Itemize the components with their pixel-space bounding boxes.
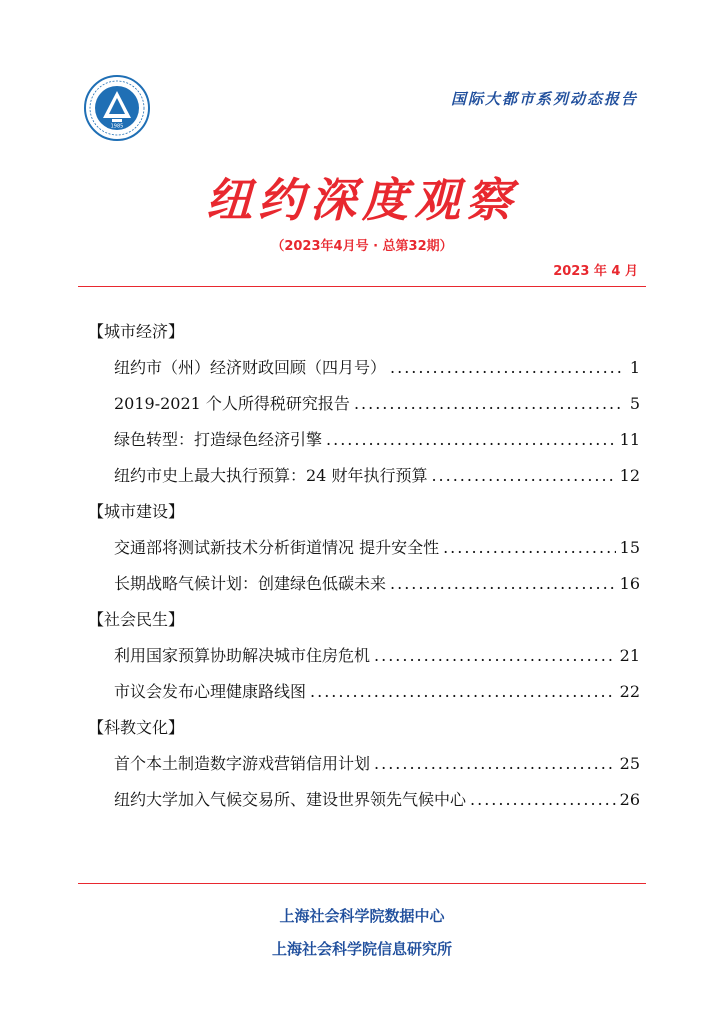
toc-entry-page: 21 <box>619 646 640 665</box>
toc-entry-page: 1 <box>629 358 640 377</box>
top-divider <box>78 286 646 287</box>
toc-section-heading: 【城市建设】 <box>88 502 185 521</box>
institute-name: 上海社会科学院信息研究所 <box>271 940 452 958</box>
toc-entry[interactable] <box>114 466 640 502</box>
toc-entry-page: 11 <box>619 430 640 449</box>
toc-entry-page: 16 <box>619 574 640 593</box>
toc-leader-dots <box>390 358 624 378</box>
publisher-name: 上海社会科学院数据中心 <box>279 907 445 925</box>
toc-entry[interactable] <box>114 574 640 610</box>
toc-leader-dots <box>470 790 616 810</box>
toc-entry-title: 长期战略气候计划：创建绿色低碳未来 <box>114 574 387 593</box>
page-title: 纽约深度观察 <box>206 173 518 227</box>
toc-entry[interactable] <box>114 358 640 394</box>
issue-number: （2023年4月号 · 总第32期） <box>271 239 453 254</box>
toc-entry[interactable] <box>114 646 640 682</box>
toc-entry-title: 纽约市史上最大执行预算：24 财年执行预算 <box>114 466 428 485</box>
toc-entry-page: 15 <box>619 538 640 557</box>
toc-entry[interactable] <box>114 538 640 574</box>
toc-entry-page: 22 <box>619 682 640 701</box>
toc-entry[interactable] <box>114 790 640 826</box>
toc-entry-title: 绿色转型：打造绿色经济引擎 <box>114 430 323 449</box>
logo-year: 1985 <box>110 123 124 130</box>
toc-entry-title: 纽约市（州）经济财政回顾（四月号） <box>114 358 387 377</box>
toc-entry[interactable] <box>114 394 640 430</box>
toc-entry-page: 25 <box>619 754 640 773</box>
sass-emblem-icon <box>83 74 151 142</box>
table-of-contents <box>88 322 640 826</box>
toc-entry[interactable] <box>114 754 640 790</box>
toc-leader-dots <box>443 538 616 558</box>
toc-entry-title: 市议会发布心理健康路线图 <box>114 682 307 701</box>
toc-entry[interactable] <box>114 430 640 466</box>
toc-entry-title: 首个本土制造数字游戏营销信用计划 <box>114 754 371 773</box>
toc-entry-page: 12 <box>619 466 640 485</box>
toc-leader-dots <box>354 394 624 414</box>
bottom-divider <box>78 883 646 884</box>
issue-date: 2023 年 4 月 <box>553 264 638 279</box>
toc-leader-dots <box>374 754 616 774</box>
toc-leader-dots <box>431 466 615 486</box>
toc-leader-dots <box>310 682 616 702</box>
toc-entry[interactable] <box>114 682 640 718</box>
toc-entry-title: 交通部将测试新技术分析街道情况 提升安全性 <box>114 538 440 557</box>
toc-entry-title: 利用国家预算协助解决城市住房危机 <box>114 646 371 665</box>
toc-entry-page: 5 <box>629 394 640 413</box>
toc-leader-dots <box>326 430 616 450</box>
toc-leader-dots <box>374 646 616 666</box>
toc-leader-dots <box>390 574 616 594</box>
toc-entry-title: 2019-2021 个人所得税研究报告 <box>114 394 350 413</box>
toc-section-heading: 【城市经济】 <box>88 322 185 341</box>
toc-section-heading: 【社会民生】 <box>88 610 185 629</box>
toc-entry-title: 纽约大学加入气候交易所、建设世界领先气候中心 <box>114 790 467 809</box>
toc-entry-page: 26 <box>619 790 640 809</box>
toc-section-heading: 【科教文化】 <box>88 718 185 737</box>
series-title: 国际大都市系列动态报告 <box>450 90 638 108</box>
